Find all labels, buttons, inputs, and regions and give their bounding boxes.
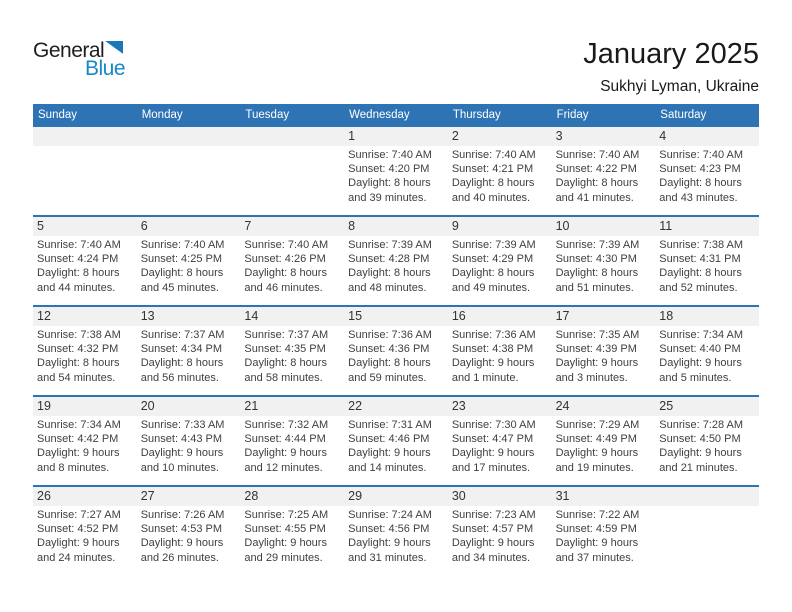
daylight-line: Daylight: 8 hours and 41 minutes. (555, 177, 639, 204)
day-number: 24 (555, 399, 570, 413)
sunset-line: Sunset: 4:57 PM (451, 523, 534, 536)
daylight-line: Daylight: 9 hours and 5 minutes. (659, 357, 742, 384)
day-details (137, 326, 241, 385)
day-number: 5 (37, 219, 44, 233)
sunset-line: Sunset: 4:42 PM (37, 433, 119, 446)
daylight-line: Daylight: 9 hours and 3 minutes. (555, 357, 639, 384)
day-number-strip (240, 397, 344, 416)
day-number-strip (33, 397, 137, 416)
sunrise-line: Sunrise: 7:26 AM (140, 509, 225, 521)
day-number: 29 (348, 489, 363, 503)
sunset-line: Sunset: 4:23 PM (659, 163, 741, 176)
sunrise-line: Sunrise: 7:40 AM (659, 149, 744, 161)
sunset-line: Sunset: 4:34 PM (140, 343, 223, 356)
day-number-strip (552, 397, 656, 416)
day-details (344, 146, 448, 205)
day-details (552, 236, 656, 295)
sunrise-line: Sunrise: 7:38 AM (659, 239, 744, 251)
sunrise-line: Sunrise: 7:32 AM (244, 419, 329, 431)
daylight-line: Daylight: 8 hours and 51 minutes. (555, 267, 639, 294)
day-details (137, 506, 241, 565)
day-number (655, 487, 759, 489)
day-cell (655, 307, 759, 395)
day-cell (137, 487, 241, 575)
sunset-line: Sunset: 4:46 PM (348, 433, 430, 446)
day-cell (448, 487, 552, 575)
day-cell (448, 397, 552, 485)
day-number: 12 (37, 309, 51, 323)
daylight-line: Daylight: 9 hours and 31 minutes. (348, 537, 431, 564)
daylight-line: Daylight: 9 hours and 10 minutes. (140, 447, 224, 474)
day-number-strip (655, 127, 759, 146)
day-number-strip (344, 127, 448, 146)
day-number-strip (655, 397, 759, 416)
weekday-header-wednesday: Wednesday (349, 108, 410, 121)
day-number: 7 (244, 219, 252, 233)
day-cell (33, 487, 137, 575)
sunset-line: Sunset: 4:31 PM (659, 253, 741, 266)
day-cell (33, 217, 137, 305)
day-number-strip (655, 217, 759, 236)
day-number-strip (448, 307, 552, 326)
weekday-header-row (33, 104, 759, 125)
day-number: 28 (244, 489, 259, 503)
day-cell (33, 307, 137, 395)
day-number: 2 (451, 129, 459, 143)
sunset-line: Sunset: 4:50 PM (659, 433, 741, 446)
general-blue-logo (33, 40, 125, 79)
sunrise-line: Sunrise: 7:40 AM (140, 239, 225, 251)
day-number: 15 (348, 309, 363, 323)
day-cell (448, 127, 552, 215)
sunrise-line: Sunrise: 7:39 AM (555, 239, 640, 251)
day-cell (552, 217, 656, 305)
day-number (240, 127, 344, 129)
day-number: 9 (451, 219, 459, 233)
empty-day-cell (655, 487, 759, 575)
day-details (137, 416, 241, 475)
daylight-line: Daylight: 8 hours and 58 minutes. (244, 357, 327, 384)
day-cell (344, 307, 448, 395)
day-number: 1 (348, 129, 356, 143)
sunset-line: Sunset: 4:49 PM (555, 433, 637, 446)
day-cell (240, 487, 344, 575)
day-number-strip (137, 127, 241, 146)
day-cell (448, 307, 552, 395)
daylight-line: Daylight: 9 hours and 24 minutes. (37, 537, 120, 564)
day-number-strip (344, 487, 448, 506)
sunrise-line: Sunrise: 7:40 AM (244, 239, 329, 251)
daylight-line: Daylight: 9 hours and 26 minutes. (140, 537, 224, 564)
daylight-line: Daylight: 9 hours and 37 minutes. (555, 537, 639, 564)
day-details (240, 416, 344, 475)
day-details (344, 416, 448, 475)
weekday-header-sunday: Sunday (38, 108, 78, 121)
day-number (137, 127, 241, 129)
day-number-strip (137, 217, 241, 236)
sunrise-line: Sunrise: 7:33 AM (140, 419, 225, 431)
day-details (240, 236, 344, 295)
day-number-strip (33, 487, 137, 506)
sunset-line: Sunset: 4:21 PM (451, 163, 534, 176)
daylight-line: Daylight: 9 hours and 12 minutes. (244, 447, 327, 474)
sunrise-line: Sunrise: 7:40 AM (555, 149, 640, 161)
day-cell (448, 217, 552, 305)
day-number: 19 (37, 399, 51, 413)
day-number: 27 (140, 489, 155, 503)
sunset-line: Sunset: 4:20 PM (348, 163, 430, 176)
day-details (33, 236, 137, 295)
sunset-line: Sunset: 4:24 PM (37, 253, 119, 266)
week-row (33, 305, 759, 395)
daylight-line: Daylight: 8 hours and 40 minutes. (451, 177, 535, 204)
daylight-line: Daylight: 9 hours and 19 minutes. (555, 447, 639, 474)
sunrise-line: Sunrise: 7:36 AM (348, 329, 432, 341)
day-cell (137, 217, 241, 305)
day-number: 4 (659, 129, 667, 143)
daylight-line: Daylight: 8 hours and 59 minutes. (348, 357, 431, 384)
sunrise-line: Sunrise: 7:37 AM (244, 329, 329, 341)
daylight-line: Daylight: 9 hours and 8 minutes. (37, 447, 120, 474)
day-number-strip (448, 217, 552, 236)
day-details (552, 146, 656, 205)
daylight-line: Daylight: 9 hours and 17 minutes. (451, 447, 535, 474)
day-cell (137, 397, 241, 485)
month-title: January 2025 (583, 38, 759, 70)
header-titles (583, 38, 759, 96)
day-details (655, 416, 759, 475)
logo-text-general: General (33, 39, 105, 62)
sunset-line: Sunset: 4:22 PM (555, 163, 637, 176)
sunset-line: Sunset: 4:25 PM (140, 253, 223, 266)
sunrise-line: Sunrise: 7:30 AM (451, 419, 536, 431)
day-number-strip (448, 487, 552, 506)
day-cell (552, 307, 656, 395)
day-cell (655, 217, 759, 305)
day-details (448, 326, 552, 385)
logo-triangle-icon (105, 41, 123, 54)
day-details (137, 236, 241, 295)
day-number: 23 (451, 399, 466, 413)
day-details (448, 236, 552, 295)
day-details (344, 506, 448, 565)
day-number: 25 (659, 399, 674, 413)
day-details (344, 326, 448, 385)
sunset-line: Sunset: 4:35 PM (244, 343, 326, 356)
day-number-strip (137, 397, 241, 416)
day-cell (240, 307, 344, 395)
day-number: 11 (659, 219, 673, 233)
day-number: 8 (348, 219, 356, 233)
day-cell (137, 307, 241, 395)
day-number: 31 (555, 489, 570, 503)
day-details (137, 146, 241, 148)
day-number: 22 (348, 399, 363, 413)
daylight-line: Daylight: 9 hours and 1 minute. (451, 357, 535, 384)
day-number-strip (552, 487, 656, 506)
day-number-strip (240, 127, 344, 146)
day-number-strip (33, 307, 137, 326)
sunset-line: Sunset: 4:56 PM (348, 523, 430, 536)
sunset-line: Sunset: 4:32 PM (37, 343, 119, 356)
day-cell (655, 397, 759, 485)
daylight-line: Daylight: 8 hours and 39 minutes. (348, 177, 431, 204)
day-number-strip (240, 487, 344, 506)
daylight-line: Daylight: 8 hours and 44 minutes. (37, 267, 120, 294)
sunrise-line: Sunrise: 7:29 AM (555, 419, 640, 431)
day-details (344, 236, 448, 295)
day-cell (655, 127, 759, 215)
sunrise-line: Sunrise: 7:25 AM (244, 509, 329, 521)
day-number: 20 (140, 399, 155, 413)
daylight-line: Daylight: 8 hours and 48 minutes. (348, 267, 431, 294)
weekday-header-thursday: Thursday (452, 108, 501, 121)
sunrise-line: Sunrise: 7:39 AM (451, 239, 536, 251)
daylight-line: Daylight: 8 hours and 43 minutes. (659, 177, 742, 204)
day-number-strip (137, 487, 241, 506)
sunset-line: Sunset: 4:53 PM (140, 523, 223, 536)
week-row (33, 395, 759, 485)
weekday-header-monday: Monday (141, 108, 183, 121)
sunrise-line: Sunrise: 7:27 AM (37, 509, 121, 521)
day-number-strip (33, 217, 137, 236)
week-row (33, 215, 759, 305)
daylight-line: Daylight: 9 hours and 14 minutes. (348, 447, 431, 474)
day-number-strip (33, 127, 137, 146)
week-row (33, 485, 759, 575)
day-details (33, 326, 137, 385)
sunset-line: Sunset: 4:28 PM (348, 253, 430, 266)
day-number-strip (552, 217, 656, 236)
day-number-strip (240, 307, 344, 326)
sunset-line: Sunset: 4:36 PM (348, 343, 430, 356)
weekday-header-tuesday: Tuesday (245, 108, 290, 121)
day-number: 3 (555, 129, 563, 143)
weekday-header-saturday: Saturday (660, 108, 707, 121)
day-details (448, 416, 552, 475)
day-number: 14 (244, 309, 259, 323)
sunrise-line: Sunrise: 7:34 AM (37, 419, 121, 431)
empty-day-cell (240, 127, 344, 215)
day-number: 26 (37, 489, 51, 503)
sunrise-line: Sunrise: 7:23 AM (451, 509, 536, 521)
weeks-container (33, 125, 759, 575)
day-details (448, 506, 552, 565)
daylight-line: Daylight: 8 hours and 56 minutes. (140, 357, 224, 384)
day-number-strip (137, 307, 241, 326)
day-number-strip (344, 397, 448, 416)
sunrise-line: Sunrise: 7:22 AM (555, 509, 640, 521)
day-number: 13 (140, 309, 155, 323)
daylight-line: Daylight: 8 hours and 54 minutes. (37, 357, 120, 384)
sunset-line: Sunset: 4:38 PM (451, 343, 534, 356)
sunset-line: Sunset: 4:55 PM (244, 523, 326, 536)
day-number-strip (448, 397, 552, 416)
day-details (552, 506, 656, 565)
day-number: 6 (140, 219, 148, 233)
sunset-line: Sunset: 4:29 PM (451, 253, 534, 266)
day-number-strip (448, 127, 552, 146)
day-number: 10 (555, 219, 570, 233)
day-number: 16 (451, 309, 466, 323)
sunrise-line: Sunrise: 7:31 AM (348, 419, 432, 431)
day-details (33, 506, 137, 565)
day-number: 18 (659, 309, 674, 323)
sunset-line: Sunset: 4:44 PM (244, 433, 326, 446)
day-number: 17 (555, 309, 570, 323)
empty-day-cell (33, 127, 137, 215)
sunset-line: Sunset: 4:52 PM (37, 523, 119, 536)
location-subtitle: Sukhyi Lyman, Ukraine (600, 78, 759, 96)
sunset-line: Sunset: 4:43 PM (140, 433, 223, 446)
daylight-line: Daylight: 9 hours and 29 minutes. (244, 537, 327, 564)
sunrise-line: Sunrise: 7:36 AM (451, 329, 536, 341)
day-cell (344, 127, 448, 215)
day-number-strip (344, 307, 448, 326)
sunset-line: Sunset: 4:26 PM (244, 253, 326, 266)
week-row (33, 125, 759, 215)
daylight-line: Daylight: 8 hours and 52 minutes. (659, 267, 742, 294)
sunrise-line: Sunrise: 7:24 AM (348, 509, 432, 521)
day-cell (552, 487, 656, 575)
sunrise-line: Sunrise: 7:34 AM (659, 329, 744, 341)
day-details (240, 326, 344, 385)
sunrise-line: Sunrise: 7:40 AM (37, 239, 121, 251)
day-number: 30 (451, 489, 466, 503)
day-number (33, 127, 137, 129)
sunset-line: Sunset: 4:30 PM (555, 253, 637, 266)
day-details (240, 506, 344, 565)
day-details (552, 326, 656, 385)
logo-text-blue: Blue (84, 57, 125, 80)
sunrise-line: Sunrise: 7:35 AM (555, 329, 640, 341)
day-cell (344, 397, 448, 485)
sunset-line: Sunset: 4:47 PM (451, 433, 534, 446)
day-details (33, 416, 137, 475)
day-details (655, 326, 759, 385)
day-details (448, 146, 552, 205)
daylight-line: Daylight: 9 hours and 21 minutes. (659, 447, 742, 474)
day-number-strip (344, 217, 448, 236)
sunset-line: Sunset: 4:39 PM (555, 343, 637, 356)
day-details (655, 146, 759, 205)
day-cell (344, 487, 448, 575)
sunrise-line: Sunrise: 7:40 AM (348, 149, 432, 161)
day-cell (552, 127, 656, 215)
sunrise-line: Sunrise: 7:38 AM (37, 329, 121, 341)
sunrise-line: Sunrise: 7:39 AM (348, 239, 432, 251)
daylight-line: Daylight: 9 hours and 34 minutes. (451, 537, 535, 564)
day-details (240, 146, 344, 148)
day-number-strip (655, 307, 759, 326)
day-number: 21 (244, 399, 259, 413)
calendar-table (33, 104, 759, 575)
daylight-line: Daylight: 8 hours and 46 minutes. (244, 267, 327, 294)
empty-day-cell (137, 127, 241, 215)
day-details (552, 416, 656, 475)
day-details (33, 146, 137, 148)
day-cell (33, 397, 137, 485)
day-number-strip (552, 127, 656, 146)
day-cell (240, 217, 344, 305)
sunrise-line: Sunrise: 7:40 AM (451, 149, 536, 161)
day-details (655, 506, 759, 508)
sunset-line: Sunset: 4:40 PM (659, 343, 741, 356)
daylight-line: Daylight: 8 hours and 45 minutes. (140, 267, 224, 294)
day-cell (240, 397, 344, 485)
day-details (655, 236, 759, 295)
day-number-strip (240, 217, 344, 236)
daylight-line: Daylight: 8 hours and 49 minutes. (451, 267, 535, 294)
sunrise-line: Sunrise: 7:37 AM (140, 329, 225, 341)
day-cell (344, 217, 448, 305)
day-cell (552, 397, 656, 485)
weekday-header-friday: Friday (556, 108, 589, 121)
day-number-strip (655, 487, 759, 506)
sunrise-line: Sunrise: 7:28 AM (659, 419, 744, 431)
day-number-strip (552, 307, 656, 326)
sunset-line: Sunset: 4:59 PM (555, 523, 637, 536)
